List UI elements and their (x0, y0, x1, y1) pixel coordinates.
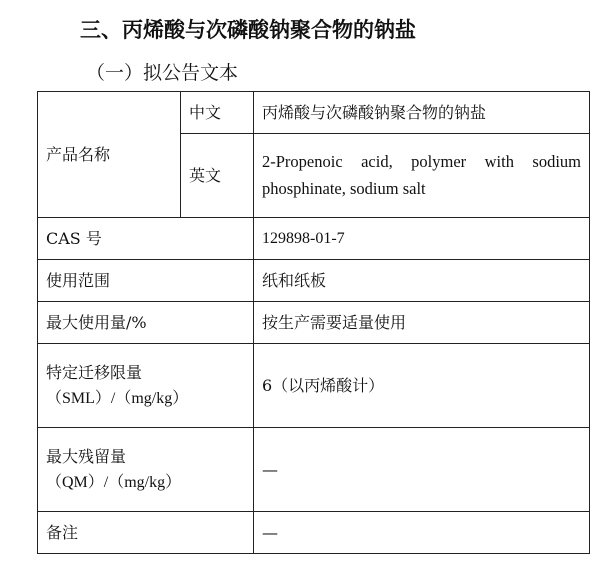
table-row (38, 92, 590, 134)
max-use-label: 最大使用量/% (38, 302, 254, 344)
en-value: 2-Propenoic acid, polymer with sodium phosphinate, sodium salt (254, 134, 590, 218)
usage-value: 纸和纸板 (254, 260, 590, 302)
table-row (38, 428, 590, 512)
usage-label: 使用范围 (38, 260, 254, 302)
table-row (38, 512, 590, 554)
cn-label: 中文 (181, 92, 254, 134)
table-row (38, 218, 590, 260)
remark-value: — (254, 512, 590, 554)
table-row (38, 260, 590, 302)
qm-value: — (254, 428, 590, 512)
qm-label-line2: （QM）/（mg/kg） (46, 473, 182, 491)
cn-value: 丙烯酸与次磷酸钠聚合物的钠盐 (254, 92, 590, 134)
section-title: 三、丙烯酸与次磷酸钠聚合物的钠盐 (80, 18, 416, 42)
remark-label: 备注 (38, 512, 254, 554)
qm-label (38, 428, 254, 512)
en-label: 英文 (181, 134, 254, 218)
max-use-value: 按生产需要适量使用 (254, 302, 590, 344)
additive-spec-table (37, 91, 590, 554)
product-name-label: 产品名称 (38, 92, 181, 218)
sml-value: 6（以丙烯酸计） (254, 344, 590, 428)
sml-label-line2: （SML）/（mg/kg） (46, 389, 189, 407)
table-row (38, 302, 590, 344)
cas-label: CAS 号 (38, 218, 254, 260)
sml-label (38, 344, 254, 428)
cas-value: 129898-01-7 (254, 218, 590, 260)
table-row (38, 344, 590, 428)
qm-label-line1: 最大残留量 (46, 446, 127, 466)
sml-label-line1: 特定迁移限量 (46, 362, 143, 382)
subsection-title: （一）拟公告文本 (86, 62, 239, 84)
